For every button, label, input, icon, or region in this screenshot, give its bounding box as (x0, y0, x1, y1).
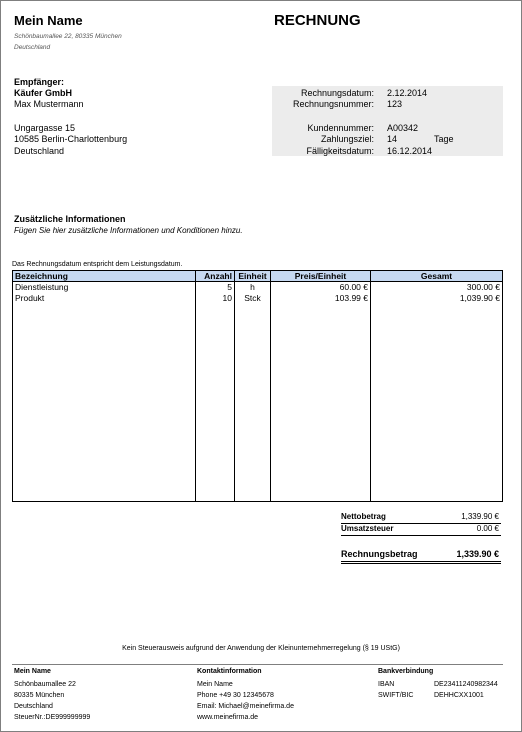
total-underline-1 (341, 561, 501, 562)
additional-info-text: Fügen Sie hier zusätzliche Informationen und Konditionen hinzu. (14, 226, 243, 235)
recipient-city: 10585 Berlin-Charlottenburg (14, 134, 128, 144)
total-amount-value: 1,339.90 € (456, 549, 499, 559)
table-row (13, 293, 503, 304)
table-row (13, 282, 503, 294)
total-amount-label: Rechnungsbetrag (341, 549, 418, 559)
footer-contact-heading: Kontaktinformation (197, 668, 262, 675)
cell-total: 1,039.90 € (371, 293, 503, 304)
tax-exemption-note: Kein Steuerausweis aufgrund der Anwendung der Kleinunternehmerregelung (§ 19 UStG) (122, 645, 400, 652)
net-amount-label: Nettobetrag (341, 512, 386, 521)
footer-bic-label: SWIFT/BIC (378, 692, 414, 699)
col-header-quantity: Anzahl (196, 271, 235, 282)
footer-divider (12, 664, 503, 665)
cell-quantity: 10 (196, 293, 235, 304)
footer-contact-line: Mein Name (197, 681, 233, 688)
vat-underline (341, 535, 501, 536)
col-header-unit: Einheit (235, 271, 271, 282)
customer-number: A00342 (387, 123, 419, 133)
document-title: RECHNUNG (274, 12, 361, 29)
footer-company-line: 80335 München (14, 692, 65, 699)
cell-quantity: 5 (196, 282, 235, 294)
cell-description: Dienstleistung (13, 282, 196, 294)
customer-number-label: Kundennummer: (307, 123, 374, 133)
cell-total: 300.00 € (371, 282, 503, 294)
table-header-row (13, 271, 503, 282)
due-date-label: Fälligkeitsdatum: (306, 146, 374, 156)
recipient-company: Käufer GmbH (14, 88, 73, 98)
footer-email[interactable]: Email: Michael@meinefirma.de (197, 703, 294, 710)
sender-country: Deutschland (14, 44, 51, 51)
service-date-note: Das Rechnungsdatum entspricht dem Leistungsdatum. (12, 261, 183, 268)
recipient-street: Ungargasse 15 (14, 123, 76, 133)
vat-label: Umsatzsteuer (341, 524, 394, 533)
col-header-description: Bezeichnung (13, 271, 196, 282)
sender-name: Mein Name (14, 13, 83, 28)
footer-company-heading: Mein Name (14, 668, 51, 675)
vat-value: 0.00 € (476, 524, 499, 533)
footer-phone: Phone +49 30 12345678 (197, 692, 274, 699)
col-header-total: Gesamt (371, 271, 503, 282)
col-header-unit-price: Preis/Einheit (271, 271, 371, 282)
cell-description: Produkt (13, 293, 196, 304)
footer-bic: DEHHCXX1001 (434, 692, 484, 699)
cell-unit-price: 60.00 € (271, 282, 371, 294)
due-date: 16.12.2014 (387, 146, 433, 156)
sender-address: Schönbaumallee 22, 80335 München (14, 33, 122, 40)
cell-unit: Stck (235, 293, 271, 304)
footer-website[interactable]: www.meinefirma.de (197, 714, 259, 721)
footer-bank-heading: Bankverbindung (378, 668, 434, 675)
invoice-number-label: Rechnungsnummer: (292, 99, 374, 109)
footer-iban-label: IBAN (378, 681, 395, 688)
cell-unit-price: 103.99 € (271, 293, 371, 304)
payment-term-label: Zahlungsziel: (320, 134, 374, 144)
total-underline-2 (341, 563, 501, 564)
table-empty-area (13, 304, 503, 502)
recipient-person: Max Mustermann (14, 99, 84, 109)
recipient-country: Deutschland (14, 146, 65, 156)
cell-unit: h (235, 282, 271, 294)
net-amount-value: 1,339.90 € (461, 512, 499, 521)
invoice-date: 2.12.2014 (387, 88, 428, 98)
footer-company-line: Deutschland (14, 703, 53, 710)
invoice-date-label: Rechnungsdatum: (300, 88, 374, 98)
additional-info-heading: Zusätzliche Informationen (14, 214, 126, 224)
line-items-table (12, 270, 503, 502)
invoice-number: 123 (387, 99, 403, 109)
payment-term: 14 (387, 134, 398, 144)
footer-company-line: Schönbaumallee 22 (14, 681, 76, 688)
footer-iban: DE23411240982344 (434, 681, 498, 688)
recipient-label: Empfänger: (14, 77, 65, 87)
payment-term-unit: Tage (434, 134, 454, 144)
footer-tax-number: SteuerNr.:DE999999999 (14, 714, 91, 721)
